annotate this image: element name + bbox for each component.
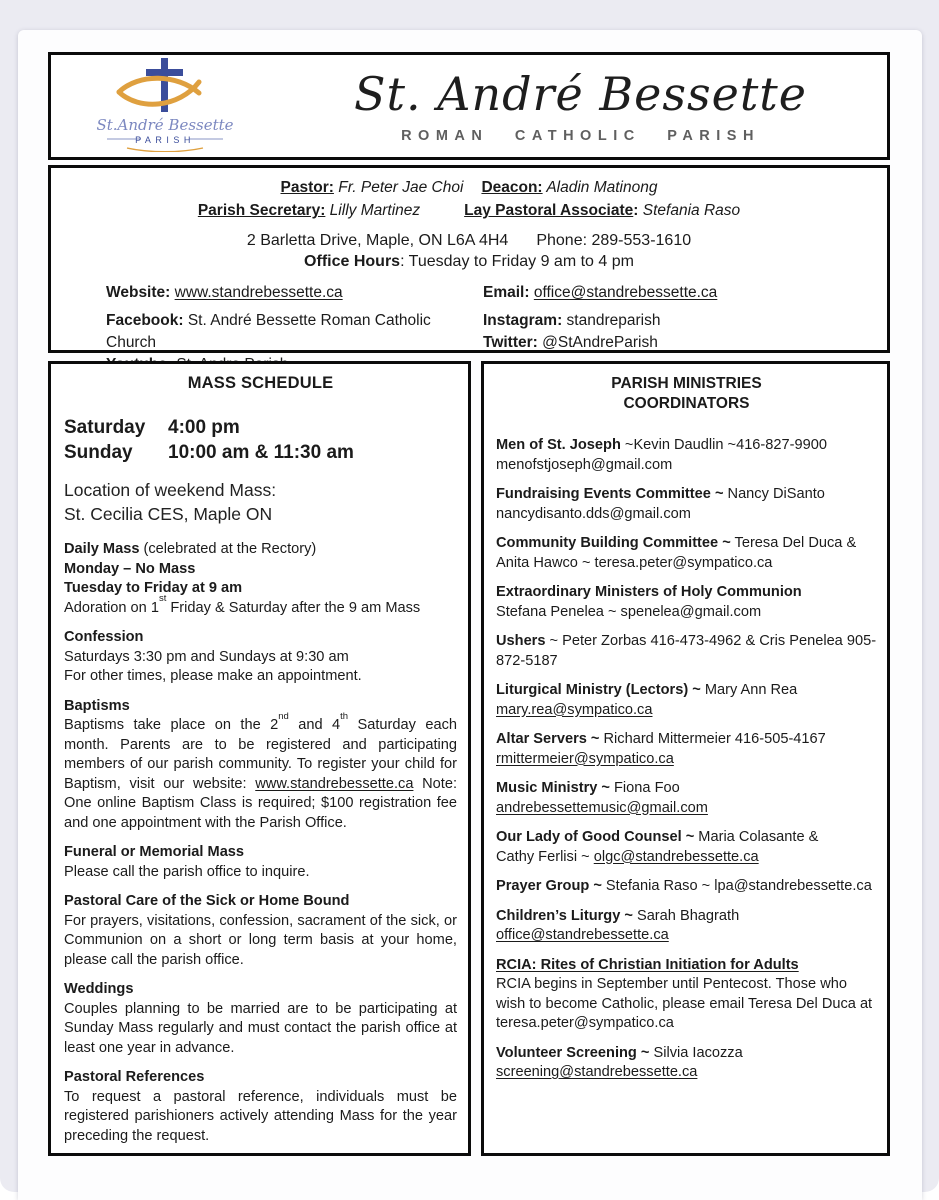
text-run: Please call the parish office to inquire.	[64, 863, 310, 880]
weekend-schedule	[64, 415, 457, 465]
logo-parish-text: PARISH	[135, 134, 195, 145]
text-run: nd	[278, 710, 289, 722]
text-line	[64, 863, 457, 883]
parish-logo-graphic	[79, 56, 251, 152]
saturday-label: Saturday	[64, 417, 146, 438]
text-line	[496, 848, 877, 868]
ministry-item	[496, 1044, 877, 1083]
location-line-1: Location of weekend Mass:	[64, 480, 277, 500]
text-line	[64, 1068, 457, 1088]
web-email-row	[51, 284, 887, 302]
instagram-value: standreparish	[562, 312, 661, 329]
deacon-name: Aladin Matinong	[542, 179, 658, 196]
mass-section	[64, 892, 457, 970]
text-run: Friday & Saturday after the 9 am Mass	[166, 599, 421, 616]
text-line	[64, 628, 457, 648]
text-line	[496, 505, 877, 525]
sunday-line	[64, 440, 457, 465]
text-run: Baptisms	[64, 697, 130, 714]
fish-icon	[119, 78, 199, 104]
mass-schedule-title: MASS SCHEDULE	[187, 374, 334, 392]
text-line	[496, 701, 877, 721]
text-run: Mary Ann Rea	[700, 682, 798, 698]
text-line	[64, 843, 457, 863]
text-line	[64, 892, 457, 912]
text-run: Liturgical Ministry (Lectors) ~	[496, 682, 701, 698]
header-titles	[304, 68, 887, 144]
text-line	[496, 456, 877, 476]
facebook-value: St. André Bessette Roman Catholic Church	[106, 312, 431, 351]
text-run: To request a pastoral reference, individuals must be registered parishioners actively attending Mass for the year preceding the request.	[64, 1088, 457, 1144]
text-line	[496, 632, 877, 671]
text-run: and 4	[288, 717, 341, 733]
office-hours-line	[51, 253, 887, 271]
text-run: Nancy DiSanto	[723, 486, 825, 502]
text-run: Stefania Raso ~ lpa@standrebessette.ca	[601, 878, 872, 894]
ministries-box	[481, 361, 890, 1156]
parish-name-title: St. André Bessette	[353, 67, 808, 121]
twitter-value: @StAndreParish	[537, 334, 658, 351]
contact-info-box	[48, 165, 890, 353]
street-address: 2 Barletta Drive, Maple, ON L6A 4H4	[246, 232, 509, 249]
phone-number: Phone: 289-553-1610	[536, 232, 692, 249]
text-line	[496, 1063, 877, 1083]
ministry-item	[496, 828, 877, 867]
text-run: Prayer Group ~	[496, 878, 602, 894]
mass-section	[64, 843, 457, 882]
text-line	[496, 485, 877, 505]
underlined-text: olgc@standrebessette.ca	[593, 848, 759, 865]
lay-associate-label: Lay Pastoral Associate	[464, 202, 634, 219]
staff-line-1	[51, 179, 887, 197]
underlined-text: andrebessettemusic@gmail.com	[496, 799, 708, 816]
underlined-text: mary.rea@sympatico.ca	[496, 701, 653, 718]
pastor-label: Pastor:	[280, 179, 334, 196]
text-line	[496, 583, 877, 603]
text-run: Funeral or Memorial Mass	[64, 844, 245, 860]
instagram-line	[483, 310, 887, 332]
ministry-item	[496, 956, 877, 1034]
text-run: nancydisanto.dds@gmail.com	[496, 505, 691, 522]
logo-gold-flourish	[127, 148, 203, 152]
text-run: Saturday each month. Parents are to be registered and participating members of our parish community. To register your child for Baptism, visit our website:	[64, 717, 457, 792]
instagram-label: Instagram:	[483, 312, 563, 329]
ministry-item	[496, 436, 877, 475]
ministry-item	[496, 877, 877, 897]
ministries-title-line-2: COORDINATORS	[623, 395, 750, 412]
text-run: Altar Servers ~	[496, 731, 600, 747]
twitter-line	[483, 332, 887, 354]
text-run: Pastoral References	[64, 1069, 205, 1085]
underlined-text: RCIA: Rites of Christian Initiation for Adults	[496, 956, 799, 973]
text-run: Fiona Foo	[609, 780, 680, 796]
ministry-item	[496, 730, 877, 769]
underlined-text: rmittermeier@sympatico.ca	[496, 750, 674, 767]
facebook-label: Facebook:	[106, 312, 184, 329]
text-run: Note: One online Baptism Class is required; $100 registration fee and one appointment with the Parish Office.	[64, 775, 457, 831]
text-line	[496, 907, 877, 927]
text-run: Silvia Iacozza	[649, 1044, 743, 1061]
ministry-item	[496, 779, 877, 818]
text-run: Extraordinary Ministers of Holy Communion	[496, 584, 802, 600]
twitter-label: Twitter:	[483, 334, 538, 351]
text-line	[64, 1000, 457, 1059]
text-line	[64, 560, 457, 580]
weekend-location	[64, 478, 457, 526]
address-line	[51, 232, 887, 250]
text-run: Anita Hawco ~ teresa.peter@sympatico.ca	[496, 554, 773, 571]
email-address: office@standrebessette.ca	[533, 284, 718, 301]
secretary-name: Lilly Martinez	[325, 202, 421, 219]
office-hours-value: : Tuesday to Friday 9 am to 4 pm	[400, 253, 634, 270]
text-line	[64, 540, 457, 560]
text-run: Music Ministry ~	[496, 780, 610, 796]
sunday-time: 10:00 am & 11:30 am	[168, 442, 354, 463]
deacon-label: Deacon:	[481, 179, 543, 196]
text-run: menofstjoseph@gmail.com	[496, 456, 673, 473]
text-run: Pastoral Care of the Sick or Home Bound	[64, 893, 350, 909]
text-line	[496, 730, 877, 750]
saturday-line	[64, 415, 457, 440]
text-line	[64, 1088, 457, 1147]
text-run: For other times, please make an appointment.	[64, 668, 362, 684]
parish-logo	[51, 56, 304, 157]
email-label: Email:	[483, 284, 530, 301]
underlined-text: office@standrebessette.ca	[496, 927, 669, 943]
text-run: Sarah Bhagrath	[632, 907, 740, 924]
text-run: Maria Colasante &	[694, 829, 819, 845]
mass-section	[64, 540, 457, 618]
text-run: Confession	[64, 629, 144, 645]
text-run: Our Lady of Good Counsel ~	[496, 829, 695, 845]
saturday-time: 4:00 pm	[168, 417, 240, 438]
text-run: (celebrated at the Rectory)	[139, 541, 317, 557]
underlined-text: screening@standrebessette.ca	[496, 1064, 698, 1080]
text-run: Weddings	[64, 981, 134, 997]
website-label: Website:	[106, 284, 171, 301]
text-line	[496, 534, 877, 554]
text-line	[64, 980, 457, 1000]
text-run: ~ Peter Zorbas 416-473-4962 & Cris Penelea 905-872-5187	[496, 633, 877, 669]
text-run: Ushers	[496, 633, 546, 649]
ministries-title	[496, 374, 877, 414]
website-line	[51, 284, 483, 302]
text-line	[64, 667, 457, 687]
text-line	[496, 975, 877, 1034]
text-run: Monday – No Mass	[64, 560, 196, 577]
text-run: Stefana Penelea ~ spenelea@gmail.com	[496, 603, 762, 620]
text-run: Daily Mass	[64, 541, 140, 557]
mass-section	[64, 697, 457, 834]
text-line	[496, 554, 877, 574]
text-run: Adoration on 1	[64, 599, 159, 616]
text-run: Teresa Del Duca &	[730, 535, 857, 551]
ministries-list	[496, 436, 877, 1083]
parish-subtitle: ROMAN CATHOLIC PARISH	[401, 128, 760, 144]
text-line	[496, 436, 877, 456]
text-run: RCIA begins in September until Pentecost. Those who wish to become Catholic, please email Teresa Del Duca at teresa.peter@sympatico.ca	[496, 976, 873, 1031]
email-line	[483, 284, 887, 302]
text-run: Men of St. Joseph	[496, 437, 621, 453]
text-line	[64, 912, 457, 971]
text-run: Baptisms take place on the 2	[64, 717, 279, 733]
ministry-item	[496, 485, 877, 524]
text-line	[496, 926, 877, 946]
text-line	[496, 956, 877, 976]
mass-section	[64, 1068, 457, 1146]
text-line	[64, 648, 457, 668]
text-run: Fundraising Events Committee ~	[496, 486, 724, 502]
header-box	[48, 52, 890, 160]
secretary-label: Parish Secretary:	[197, 202, 326, 219]
ministry-item	[496, 583, 877, 622]
lay-associate-colon: :	[633, 202, 639, 219]
mass-schedule-box	[48, 361, 471, 1156]
ministry-item	[496, 907, 877, 946]
ministry-item	[496, 534, 877, 573]
text-run: ~Kevin Daudlin ~416-827-9900	[620, 437, 827, 453]
staff-line-2	[51, 202, 887, 220]
ministry-item	[496, 681, 877, 720]
text-line	[496, 681, 877, 701]
text-line	[64, 710, 457, 833]
sunday-label: Sunday	[64, 442, 133, 463]
website-url: www.standrebessette.ca	[174, 284, 343, 301]
text-line	[64, 593, 457, 619]
text-run: Tuesday to Friday at 9 am	[64, 580, 243, 596]
text-line	[496, 828, 877, 848]
text-line	[496, 779, 877, 799]
text-line	[496, 750, 877, 770]
ministry-item	[496, 632, 877, 671]
text-line	[64, 579, 457, 599]
text-run: Volunteer Screening ~	[496, 1044, 650, 1061]
text-run: Richard Mittermeier 416-505-4167	[599, 731, 826, 747]
text-run: For prayers, visitations, confession, sacrament of the sick, or Communion on a short or long term basis at your home, please call the parish office.	[64, 912, 457, 968]
bulletin-page	[18, 30, 922, 1200]
ministries-title-line-1: PARISH MINISTRIES	[611, 375, 762, 392]
facebook-line	[106, 310, 483, 354]
text-run: Community Building Committee ~	[496, 535, 731, 551]
location-line-2: St. Cecilia CES, Maple ON	[64, 504, 273, 524]
text-line	[496, 799, 877, 819]
text-line	[496, 1044, 877, 1064]
text-line	[496, 603, 877, 623]
mass-section	[64, 628, 457, 687]
text-line	[64, 697, 457, 717]
text-run: Couples planning to be married are to be participating at Sunday Mass regularly and must contact the parish office at least one year in advance.	[64, 1000, 457, 1056]
mass-section	[64, 980, 457, 1058]
text-line	[496, 877, 877, 897]
office-hours-label: Office Hours	[304, 253, 401, 270]
text-run: th	[340, 710, 349, 722]
mass-sections	[64, 540, 457, 1146]
underlined-text: www.standrebessette.ca	[255, 775, 414, 792]
logo-script-text: St.André Bessette	[96, 115, 234, 134]
text-run: Cathy Ferlisi ~	[496, 848, 594, 865]
text-run: Children’s Liturgy ~	[496, 907, 633, 924]
text-run: st	[158, 593, 167, 605]
pastor-name: Fr. Peter Jae Choi	[333, 179, 464, 196]
lay-associate-name: Stefania Raso	[638, 202, 741, 219]
text-run: Saturdays 3:30 pm and Sundays at 9:30 am	[64, 648, 349, 665]
